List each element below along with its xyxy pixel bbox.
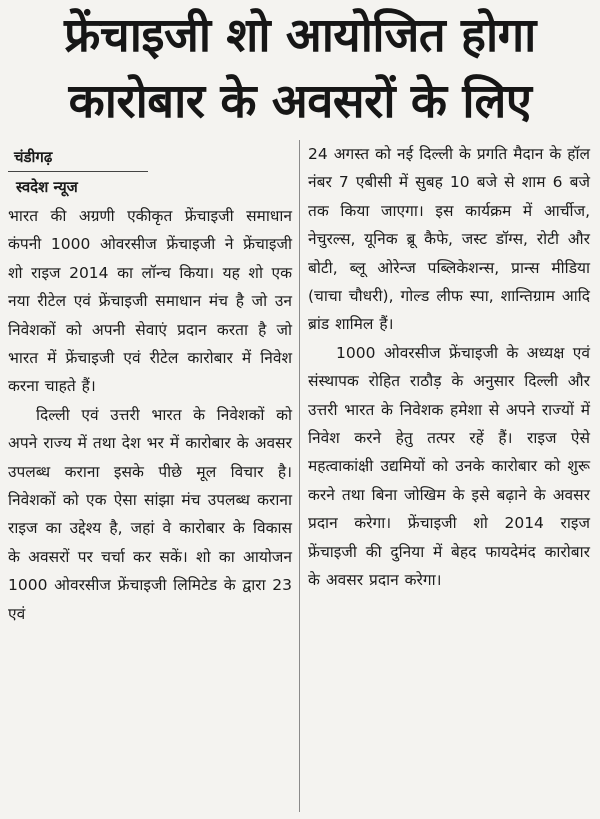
dateline-divider bbox=[8, 171, 148, 172]
headline-line-1: फ्रेंचाइजी शो आयोजित होगा bbox=[64, 8, 536, 63]
paragraph-4: 1000 ओवरसीज फ्रेंचाइजी के अध्यक्ष एवं संस्थापक रोहित राठौड़ के अनुसार दिल्ली और उत्तरी भारत के निवेशक हमेशा से अपने राज्यों में निवेश करने हेतु तत्पर रहें हैं। राइज ऐसे महत्वाकांक्षी उद्यमियों को उनके कारोबार को शुरू करने तथा बिना जोखिम के इसे बढ़ाने के अवसर प्रदान करेगा। फ्रेंचाइजी शो 2014 राइज फ्रेंचाइजी की दुनिया में बेहद फायदेमंद कारोबार के अवसर प्रदान करेगा। bbox=[308, 343, 590, 590]
paragraph-1: भारत की अग्रणी एकीकृत फ्रेंचाइजी समाधान कंपनी 1000 ओवरसीज फ्रेंचाइजी ने फ्रेंचाइजी शो राइज 2014 का लॉन्च किया। यह शो एक नया रीटेल एवं फ्रेंचाइजी समाधान मंच है जो उन निवेशकों को अपनी सेवाएं प्रदान करता है जो भारत में फ्रेंचाइजी एवं रीटेल कारोबार में निवेश करना चाहते हैं। bbox=[8, 207, 292, 396]
byline: स्वदेश न्यूज bbox=[16, 178, 78, 196]
article-column-right bbox=[308, 140, 590, 813]
article-column-left bbox=[8, 140, 292, 813]
paragraph-3: 24 अगस्त को नई दिल्ली के प्रगति मैदान के हॉल नंबर 7 एबीसी में सुबह 10 बजे से शाम 6 बजे तक किया जाएगा। इस कार्यक्रम में आर्चीज, नेचुरल्स, यूनिक ब्रू कैफे, जस्ट डॉग्स, रोटी और बोटी, ब्लू ओरेन्ज पब्लिकेशन्स, प्रान्स मीडिया (चाचा चौधरी), गोल्ड लीफ स्पा, शान्तिग्राम आदि ब्रांड शामिल हैं। bbox=[308, 145, 590, 334]
dateline: चंडीगढ़ bbox=[14, 148, 53, 166]
headline-line-2: कारोबार के अवसरों के लिए bbox=[68, 74, 532, 129]
paragraph-2: दिल्ली एवं उत्तरी भारत के निवेशकों को अपने राज्य में तथा देश भर में कारोबार के अवसर उपलब्ध कराना इसके पीछे मूल विचार है। निवेशकों को एक ऐसा सांझा मंच उपलब्ध कराना राइज का उद्देश्य है, जहां वे कारोबार के विकास के अवसरों पर चर्चा कर सकें। शो का आयोजन 1000 ओवरसीज फ्रेंचाइजी लिमिटेड के द्वारा 23 एवं bbox=[8, 405, 292, 623]
column-divider bbox=[299, 140, 300, 812]
